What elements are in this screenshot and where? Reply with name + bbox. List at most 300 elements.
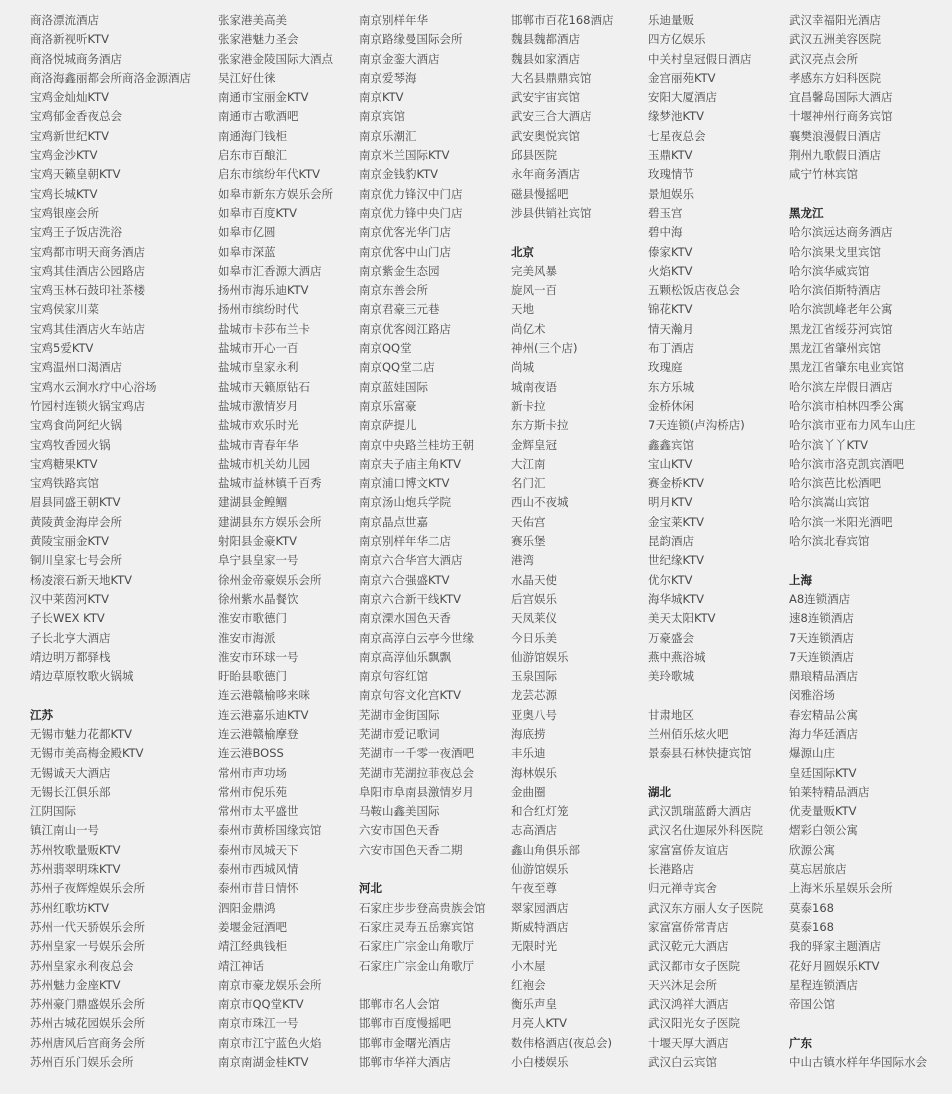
venue-list-item: 天佑宫 xyxy=(511,514,546,529)
venue-list-item: 六安市国色天香 xyxy=(359,823,440,838)
venue-list-item: 小白楼娱乐 xyxy=(511,1055,569,1070)
venue-list-item: 哈尔滨远达商务酒店 xyxy=(789,225,893,240)
venue-list-item: 南京东善会所 xyxy=(359,283,428,298)
venue-list-item: 石家庄灵寿五岳寨宾馆 xyxy=(359,919,474,934)
venue-list-item: 宝鸡金沙KTV xyxy=(30,148,98,163)
venue-list-item: 大名县鼎鼎宾馆 xyxy=(511,70,592,85)
venue-list-item: 宝鸡新世纪KTV xyxy=(30,128,110,143)
venue-list-item: 今日乐美 xyxy=(511,630,557,645)
venue-list-item: 淮安市海派 xyxy=(218,630,276,645)
venue-list-item: 五颗松饭店夜总会 xyxy=(648,283,740,298)
column-2 xyxy=(218,11,358,1072)
venue-list-item: 明月KTV xyxy=(648,495,693,510)
venue-list-item: 武汉白云宾馆 xyxy=(648,1055,717,1070)
venue-list-item: 爆源山庄 xyxy=(789,746,835,761)
venue-list-item: 武汉五洲美容医院 xyxy=(789,32,881,47)
venue-list-item: 张家港魅力圣会 xyxy=(218,32,299,47)
venue-list-item: 宝鸡食尚阿纪火锅 xyxy=(30,418,122,433)
venue-list-item: 芜湖市芜湖拉菲夜总会 xyxy=(359,765,474,780)
venue-list-item: 盐城市皇家永利 xyxy=(218,360,299,375)
venue-list-item: 莫泰168 xyxy=(789,919,834,934)
venue-list-item: 南京夫子庙主角KTV xyxy=(359,456,462,471)
venue-list-item: 仙游馆娱乐 xyxy=(511,649,569,664)
venue-list-item: 邯郸市名人会馆 xyxy=(359,997,440,1012)
venue-list-item: 子长WEX KTV xyxy=(30,611,105,626)
venue-list-item: 金宝莱KTV xyxy=(648,514,705,529)
venue-list-item: 神州(三个店) xyxy=(511,341,578,356)
venue-list-item: 七星夜总会 xyxy=(648,128,706,143)
venue-list-item: 布丁酒店 xyxy=(648,341,694,356)
venue-list-item: 射阳县金豪KTV xyxy=(218,534,298,549)
venue-list-item: 铂莱特精品酒店 xyxy=(789,784,870,799)
venue-list-item: 南京金銮大酒店 xyxy=(359,51,440,66)
venue-list-item: 南京别样年华二店 xyxy=(359,534,451,549)
venue-list-item: 宝鸡玉林石鼓印社茶楼 xyxy=(30,283,145,298)
venue-list-item: 盐城市卡莎布兰卡 xyxy=(218,321,310,336)
venue-list-item: 万豪盛会 xyxy=(648,630,694,645)
venue-list-item: 建湖县东方娱乐会所 xyxy=(218,514,322,529)
venue-list-item: 盱眙县歌德门 xyxy=(218,669,287,684)
venue-list-item: 7天连锁酒店 xyxy=(789,649,854,664)
venue-list-item: 中山古镇水样年华国际水会 xyxy=(789,1055,927,1070)
venue-list-item: 黑龙江省肇州宾馆 xyxy=(789,341,881,356)
venue-list-item: 无锡诚天大酒店 xyxy=(30,765,111,780)
venue-list-item: 哈尔滨市柏林四季公寓 xyxy=(789,398,904,413)
venue-list-item: 燕中燕浴城 xyxy=(648,649,706,664)
venue-list-item: 泰州市黄桥国缘宾馆 xyxy=(218,823,322,838)
venue-list-item: 苏州豪门鼎盛娱乐会所 xyxy=(30,997,145,1012)
venue-list-item: 天兴沐足会所 xyxy=(648,977,717,992)
spacer xyxy=(648,764,788,783)
venue-list-item: 莫泰168 xyxy=(789,900,834,915)
venue-list-item: 南京君豪三元巷 xyxy=(359,302,440,317)
venue-list-item: 孝感东方妇科医院 xyxy=(789,70,881,85)
venue-list-item: 宝鸡长城KTV xyxy=(30,186,98,201)
venue-list-item: 南京米兰国际KTV xyxy=(359,148,450,163)
venue-list-item: 速8连锁酒店 xyxy=(789,611,854,626)
venue-list-item: 傣家KTV xyxy=(648,244,693,259)
venue-list-item: 景旭娱乐 xyxy=(648,186,694,201)
venue-list-item: 芜湖市一千零一夜酒吧 xyxy=(359,746,474,761)
venue-list-item: 如皋市新东方娱乐会所 xyxy=(218,186,333,201)
venue-list-item: 芜湖市爱记歌词 xyxy=(359,726,440,741)
venue-list-item: 无锡长江俱乐部 xyxy=(30,784,111,799)
venue-list-item: 南京中央路兰桂坊王朝 xyxy=(359,437,474,452)
venue-list-item: 宝鸡郁金香夜总会 xyxy=(30,109,122,124)
venue-list-item: 盐城市机关幼儿园 xyxy=(218,456,310,471)
venue-list-item: 武汉幸福阳光酒店 xyxy=(789,13,881,27)
venue-list-item: 数伟格酒店(夜总会) xyxy=(511,1035,612,1050)
venue-list-item: 赛金桥KTV xyxy=(648,476,705,491)
venue-list-item: 南京KTV xyxy=(359,90,404,105)
venue-list-item: 武汉乾元大酒店 xyxy=(648,939,729,954)
venue-list-item: 和合红灯笼 xyxy=(511,804,569,819)
venue-list-item: 子长北亨大酒店 xyxy=(30,630,111,645)
venue-list-item: 南通市古歌酒吧 xyxy=(218,109,299,124)
venue-list-item: 尚城 xyxy=(511,360,534,375)
column-6 xyxy=(789,11,949,1072)
venue-list-item: 南京金钱豹KTV xyxy=(359,167,439,182)
venue-list-item: 石家庄广宗金山角歌厅 xyxy=(359,958,474,973)
region-heading: 江苏 xyxy=(30,707,53,722)
region-heading: 湖北 xyxy=(648,784,671,799)
venue-list-item: 南京句容红馆 xyxy=(359,669,428,684)
venue-list-item: 南京紫金生态园 xyxy=(359,263,440,278)
venue-list-item: 商洛新视听KTV xyxy=(30,32,110,47)
venue-list-item: 盐城市激情岁月 xyxy=(218,398,299,413)
venue-list-item: 优尔KTV xyxy=(648,572,693,587)
venue-list-item: 新卡拉 xyxy=(511,398,546,413)
venue-list-item: 鑫鑫宾馆 xyxy=(648,437,694,452)
venue-list-item: 帝国公馆 xyxy=(789,997,835,1012)
venue-list-item: 苏州皇家永利夜总会 xyxy=(30,958,134,973)
venue-list-item: 盐城市欢乐时光 xyxy=(218,418,299,433)
venue-list-item: 花好月圆娱乐KTV xyxy=(789,958,880,973)
venue-list-item: 宜昌馨岛国际大酒店 xyxy=(789,90,893,105)
venue-list-item: 魏县如家酒店 xyxy=(511,51,580,66)
venue-list-item: 黑龙江省绥芬河宾馆 xyxy=(789,321,893,336)
venue-list-item: 连云港嘉乐迪KTV xyxy=(218,707,309,722)
venue-list-item: 武汉阳光女子医院 xyxy=(648,1016,740,1031)
venue-list-item: 春宏精品公寓 xyxy=(789,707,858,722)
venue-list-item: 南通市宝丽金KTV xyxy=(218,90,309,105)
region-heading: 河北 xyxy=(359,881,382,896)
venue-list-item: 泰州市凤城天下 xyxy=(218,842,299,857)
venue-list-item: 南京路缘曼国际会所 xyxy=(359,32,463,47)
venue-list-item: 荆州九歌假日酒店 xyxy=(789,148,881,163)
venue-list-item: 武汉东方丽人女子医院 xyxy=(648,900,763,915)
venue-list-item: 南京乐富豪 xyxy=(359,398,417,413)
venue-list-item: 海林娱乐 xyxy=(511,765,557,780)
venue-list-item: 海底捞 xyxy=(511,726,546,741)
venue-list-item: 南京六合强盛KTV xyxy=(359,572,450,587)
venue-list-item: 铜川皇家七号会所 xyxy=(30,553,122,568)
venue-list-item: 南京乐潮汇 xyxy=(359,128,417,143)
venue-list-item: 阜阳市阜南县激情岁月 xyxy=(359,784,474,799)
venue-list-item: 黑龙江省肇东电业宾馆 xyxy=(789,360,904,375)
venue-list-item: 哈尔滨果戈里宾馆 xyxy=(789,244,881,259)
venue-list-item: 玉鼎KTV xyxy=(648,148,693,163)
venue-list-item: 丰乐迪 xyxy=(511,746,546,761)
venue-list-item: 美天太阳KTV xyxy=(648,611,716,626)
venue-list-item: 淮安市环球一号 xyxy=(218,649,299,664)
venue-list-item: 邯郸市百度慢摇吧 xyxy=(359,1016,451,1031)
venue-list-item: 武汉凯瑞蓝爵大酒店 xyxy=(648,804,752,819)
venue-list-item: 苏州百乐门娱乐会所 xyxy=(30,1055,134,1070)
venue-list-item: 靖边草原牧歌火锅城 xyxy=(30,669,134,684)
venue-list-item: 泰州市昔日情怀 xyxy=(218,881,299,896)
venue-list-item: 武安三合大酒店 xyxy=(511,109,592,124)
venue-list-item: 黄陵黄金海岸会所 xyxy=(30,514,122,529)
venue-list-item: 苏州子夜辉煌娱乐会所 xyxy=(30,881,145,896)
venue-list-item: 哈尔滨市亚布力风车山庄 xyxy=(789,418,916,433)
venue-list-item: 苏州唐风后宫商务会所 xyxy=(30,1035,145,1050)
region-heading: 广东 xyxy=(789,1035,812,1050)
venue-list-item: 黄陵宝丽金KTV xyxy=(30,534,110,549)
venue-list-item: 世纪缘KTV xyxy=(648,553,705,568)
venue-list-item: 泗阳金鼎鸿 xyxy=(218,900,276,915)
venue-list-item: 启东市百酿汇 xyxy=(218,148,287,163)
venue-list-item: 7天连锁酒店 xyxy=(789,630,854,645)
region-heading: 黑龙江 xyxy=(789,205,824,220)
venue-list-item: 城南夜语 xyxy=(511,379,557,394)
venue-list-item: 哈尔滨凯峰老年公寓 xyxy=(789,302,893,317)
venue-list-item: 启东市缤纷年代KTV xyxy=(218,167,321,182)
venue-list-item: 归元禅寺宾舍 xyxy=(648,881,717,896)
venue-list-item: 优麦量贩KTV xyxy=(789,804,857,819)
spacer xyxy=(789,1014,949,1033)
venue-list-item: 7天连锁(卢沟桥店) xyxy=(648,418,745,433)
venue-list-item: 玫瑰情节 xyxy=(648,167,694,182)
venue-list-item: 杨凌滚石新天地KTV xyxy=(30,572,133,587)
venue-list-item: 玉泉国际 xyxy=(511,669,557,684)
venue-list-item: 南京晶点世嘉 xyxy=(359,514,428,529)
venue-list-item: 扬州市海乐迪KTV xyxy=(218,283,309,298)
venue-list-item: 武汉名仕迦尿外科医院 xyxy=(648,823,763,838)
venue-list-item: 南京高淳白云亭今世缘 xyxy=(359,630,474,645)
venue-list-item: 完美风暴 xyxy=(511,263,557,278)
venue-list-item: 苏州牧歌量贩KTV xyxy=(30,842,121,857)
venue-list-item: 宝鸡侯家川菜 xyxy=(30,302,99,317)
venue-list-item: 乐迪量贩 xyxy=(648,13,694,27)
venue-list-item: 宝鸡其佳酒店火车站店 xyxy=(30,321,145,336)
venue-list-item: 无锡市美高梅金殿KTV xyxy=(30,746,144,761)
venue-list-item: 邯郸市百花168酒店 xyxy=(511,13,614,27)
venue-list-item: 苏州翡翠明珠KTV xyxy=(30,862,121,877)
venue-list-item: 吴江好仕徕 xyxy=(218,70,276,85)
venue-list-item: 南京市QQ堂KTV xyxy=(218,997,304,1012)
column-5 xyxy=(648,11,788,1072)
venue-list-item: 哈尔滨左岸假日酒店 xyxy=(789,379,893,394)
venue-list-item: 西山不夜城 xyxy=(511,495,569,510)
venue-list-item: 姜堰金冠酒吧 xyxy=(218,919,287,934)
spacer xyxy=(359,976,509,995)
venue-list-item: 连云港赣榆摩登 xyxy=(218,726,299,741)
venue-list-item: 赛乐堡 xyxy=(511,534,546,549)
venue-list-item: 邱县医院 xyxy=(511,148,557,163)
venue-list-item: 武汉亮点会所 xyxy=(789,51,858,66)
venue-list-item: 海力华廷酒店 xyxy=(789,726,858,741)
venue-list-item: 后宫娱乐 xyxy=(511,591,557,606)
venue-list-item: 淮安市歌德门 xyxy=(218,611,287,626)
venue-list-item: 尚亿术 xyxy=(511,321,546,336)
venue-list-item: 南京市江宁蓝色火焰 xyxy=(218,1035,322,1050)
venue-list-item: 靖江神话 xyxy=(218,958,264,973)
column-4 xyxy=(511,11,646,1072)
venue-list-item: 如皋市汇香源大酒店 xyxy=(218,263,322,278)
venue-list-item: 月亮人KTV xyxy=(511,1016,568,1031)
venue-list-item: 宝鸡王子饭店洗浴 xyxy=(30,225,122,240)
venue-list-item: 武汉鸿祥大酒店 xyxy=(648,997,729,1012)
venue-list-item: 商洛海鑫丽都会所商洛金源酒店 xyxy=(30,70,191,85)
venue-list-item: 盐城市青春年华 xyxy=(218,437,299,452)
venue-list-item: 碧中海 xyxy=(648,225,683,240)
venue-list-item: 竹园村连锁火锅宝鸡店 xyxy=(30,398,145,413)
venue-list-item: 金宫丽苑KTV xyxy=(648,70,716,85)
venue-list-item: 眉县同盛王朝KTV xyxy=(30,495,121,510)
venue-list-item: 常州市太平盛世 xyxy=(218,804,299,819)
venue-list-item: 熠彩白领公寓 xyxy=(789,823,858,838)
venue-list-item: 咸宁竹林宾馆 xyxy=(789,167,858,182)
venue-list-item: 南京句容文化宫KTV xyxy=(359,688,462,703)
venue-list-item: 苏州魅力金座KTV xyxy=(30,977,121,992)
venue-list-item: 天地 xyxy=(511,302,534,317)
venue-list-item: 南京市豪龙娱乐会所 xyxy=(218,977,322,992)
venue-list-item: 南京优力锋中央门店 xyxy=(359,205,463,220)
venue-list-item: 宝鸡糖果KTV xyxy=(30,456,98,471)
venue-list-item: 哈尔滨华威宾馆 xyxy=(789,263,870,278)
spacer xyxy=(30,686,215,705)
region-heading: 上海 xyxy=(789,572,812,587)
venue-list-item: 建湖县金鳇鲴 xyxy=(218,495,287,510)
venue-list-item: 南京爱琴海 xyxy=(359,70,417,85)
venue-list-item: 南京QQ堂二店 xyxy=(359,360,435,375)
venue-list-item: 安阳大厦酒店 xyxy=(648,90,717,105)
venue-list-item: 翠家园酒店 xyxy=(511,900,569,915)
venue-list-item: 如皋市百度KTV xyxy=(218,205,298,220)
venue-list-item: 靖边明万都驿栈 xyxy=(30,649,111,664)
venue-list-item: 旋风一百 xyxy=(511,283,557,298)
spacer xyxy=(359,860,509,879)
venue-list-item: 六安市国色天香二期 xyxy=(359,842,463,857)
column-3 xyxy=(359,11,509,1072)
venue-list-item: A8连锁酒店 xyxy=(789,591,851,606)
venue-list-item: 南京别样年华 xyxy=(359,13,428,27)
venue-list-item: 仙游馆娱乐 xyxy=(511,862,569,877)
venue-list-item: 江阴国际 xyxy=(30,804,76,819)
venue-list-item: 南通海门钱柜 xyxy=(218,128,287,143)
venue-list-item: 无锡市魅力花都KTV xyxy=(30,726,133,741)
venue-list-item: 海华城KTV xyxy=(648,591,705,606)
venue-list-item: 鑫山角俱乐部 xyxy=(511,842,580,857)
venue-list-item: 南京溧水国色天香 xyxy=(359,611,451,626)
venue-list-item: 连云港赣榆哆来咪 xyxy=(218,688,310,703)
venue-list-item: 汉中莱茵河KTV xyxy=(30,591,110,606)
venue-list-item: 家富富侨常青店 xyxy=(648,919,729,934)
column-1 xyxy=(30,11,215,1072)
venue-list-item: 南京蓝娃国际 xyxy=(359,379,428,394)
spacer xyxy=(511,223,646,242)
region-heading: 北京 xyxy=(511,244,534,259)
venue-list-item: 徐州金帝豪娱乐会所 xyxy=(218,572,322,587)
venue-list-item: 上海米乐星娱乐会所 xyxy=(789,881,893,896)
venue-list-item: 玫瑰庭 xyxy=(648,360,683,375)
venue-list-item: 马鞍山鑫美国际 xyxy=(359,804,440,819)
venue-list-item: 碧玉宫 xyxy=(648,205,683,220)
venue-list-item: 衡乐声皇 xyxy=(511,997,557,1012)
venue-list-item: 天凤莱仪 xyxy=(511,611,557,626)
venue-list-item: 龙芸芯源 xyxy=(511,688,557,703)
venue-list-item: 鼎琅精品酒店 xyxy=(789,669,858,684)
venue-list-item: 苏州一代天骄娱乐会所 xyxy=(30,919,145,934)
venue-list-item: 盐城市开心一百 xyxy=(218,341,299,356)
venue-list-item: 昆韵酒店 xyxy=(648,534,694,549)
venue-list-item: 东方斯卡拉 xyxy=(511,418,569,433)
venue-list-item: 四方亿娱乐 xyxy=(648,32,706,47)
venue-list-item: 南京六合华宫大酒店 xyxy=(359,553,463,568)
venue-list-item: 阜宁县皇家一号 xyxy=(218,553,299,568)
venue-list-item: 美玲歌城 xyxy=(648,669,694,684)
venue-list-item: 情天瀚月 xyxy=(648,321,694,336)
venue-list-item: 张家港美高美 xyxy=(218,13,287,27)
venue-list-item: 宝鸡温州口渴酒店 xyxy=(30,360,122,375)
venue-list-item: 莫忘居旅店 xyxy=(789,862,847,877)
venue-list-item: 星程连锁酒店 xyxy=(789,977,858,992)
venue-list-item: 盐城市益林镇千百秀 xyxy=(218,476,322,491)
venue-list-item: 金桥休闲 xyxy=(648,398,694,413)
venue-list-item: 苏州皇家一号娱乐会所 xyxy=(30,939,145,954)
venue-list-item: 南京QQ堂 xyxy=(359,341,412,356)
spacer xyxy=(648,686,788,705)
venue-list-item: 红袍会 xyxy=(511,977,546,992)
venue-list-item: 商洛悦城商务酒店 xyxy=(30,51,122,66)
venue-list-item: 襄樊浪漫假日酒店 xyxy=(789,128,881,143)
venue-list-item: 南京南湖金桂KTV xyxy=(218,1055,309,1070)
venue-list-item: 我的驿家主题酒店 xyxy=(789,939,881,954)
venue-list-item: 皇廷国际KTV xyxy=(789,765,857,780)
venue-list-item: 武安奥悦宾馆 xyxy=(511,128,580,143)
venue-list-item: 金曲圈 xyxy=(511,784,546,799)
venue-list-item: 闵雅浴场 xyxy=(789,688,835,703)
venue-list-item: 缘梦池KTV xyxy=(648,109,705,124)
venue-list-item: 家富富侨友谊店 xyxy=(648,842,729,857)
venue-list-item: 中关村皇冠假日酒店 xyxy=(648,51,752,66)
venue-list-item: 宝鸡都市明天商务酒店 xyxy=(30,244,145,259)
venue-list-item: 长港路店 xyxy=(648,862,694,877)
venue-list-item: 哈尔滨北春宾馆 xyxy=(789,534,870,549)
venue-list-item: 斯威特酒店 xyxy=(511,919,569,934)
venue-list-item: 武安宇宙宾馆 xyxy=(511,90,580,105)
venue-list-item: 石家庄广宗金山角歌厅 xyxy=(359,939,474,954)
venue-list-item: 哈尔滨丫丫KTV xyxy=(789,437,869,452)
venue-list-item: 镇江南山一号 xyxy=(30,823,99,838)
venue-list-item: 盐城市天籁原钻石 xyxy=(218,379,310,394)
venue-list-item: 金辉皇冠 xyxy=(511,437,557,452)
venue-list-item: 南京优客光华门店 xyxy=(359,225,451,240)
venue-list-item: 南京浦口博文KTV xyxy=(359,476,450,491)
venue-list-item: 宝鸡其佳酒店公园路店 xyxy=(30,263,145,278)
venue-list-item: 哈尔滨佰斯特酒店 xyxy=(789,283,881,298)
venue-list-item: 志高酒店 xyxy=(511,823,557,838)
venue-list-item: 景泰县石林快捷宾馆 xyxy=(648,746,752,761)
venue-list-item: 东方乐城 xyxy=(648,379,694,394)
venue-list-item: 磁县慢摇吧 xyxy=(511,186,569,201)
venue-list-item: 南京六合新干线KTV xyxy=(359,591,462,606)
venue-list-item: 武汉都市女子医院 xyxy=(648,958,740,973)
venue-list-item: 水晶天使 xyxy=(511,572,557,587)
venue-list-item: 十堰神州行商务宾馆 xyxy=(789,109,893,124)
venue-list-item: 名门汇 xyxy=(511,476,546,491)
venue-list-item: 南京优力锋汉中门店 xyxy=(359,186,463,201)
venue-list-item: 张家港金陵国际大酒点 xyxy=(218,51,333,66)
venue-list-item: 大江南 xyxy=(511,456,546,471)
venue-list-item: 苏州红歌坊KTV xyxy=(30,900,110,915)
venue-list-item: 南京宾馆 xyxy=(359,109,405,124)
venue-list-item: 南京市珠江一号 xyxy=(218,1016,299,1031)
venue-list-item: 锦花KTV xyxy=(648,302,693,317)
venue-list-item: 宝鸡金灿灿KTV xyxy=(30,90,110,105)
venue-list-item: 永年商务酒店 xyxy=(511,167,580,182)
venue-list-item: 如皋市亿圆 xyxy=(218,225,276,240)
venue-list-item: 港湾 xyxy=(511,553,534,568)
venue-list-item: 南京优客阅江路店 xyxy=(359,321,451,336)
venue-list-item: 芜湖市金街国际 xyxy=(359,707,440,722)
spacer xyxy=(789,551,949,570)
venue-list-item: 连云港BOSS xyxy=(218,746,284,761)
venue-list-item: 邯郸市金曙光酒店 xyxy=(359,1035,451,1050)
venue-list-item: 徐州紫水晶餐饮 xyxy=(218,591,299,606)
venue-list-item: 哈尔滨芭比松酒吧 xyxy=(789,476,881,491)
